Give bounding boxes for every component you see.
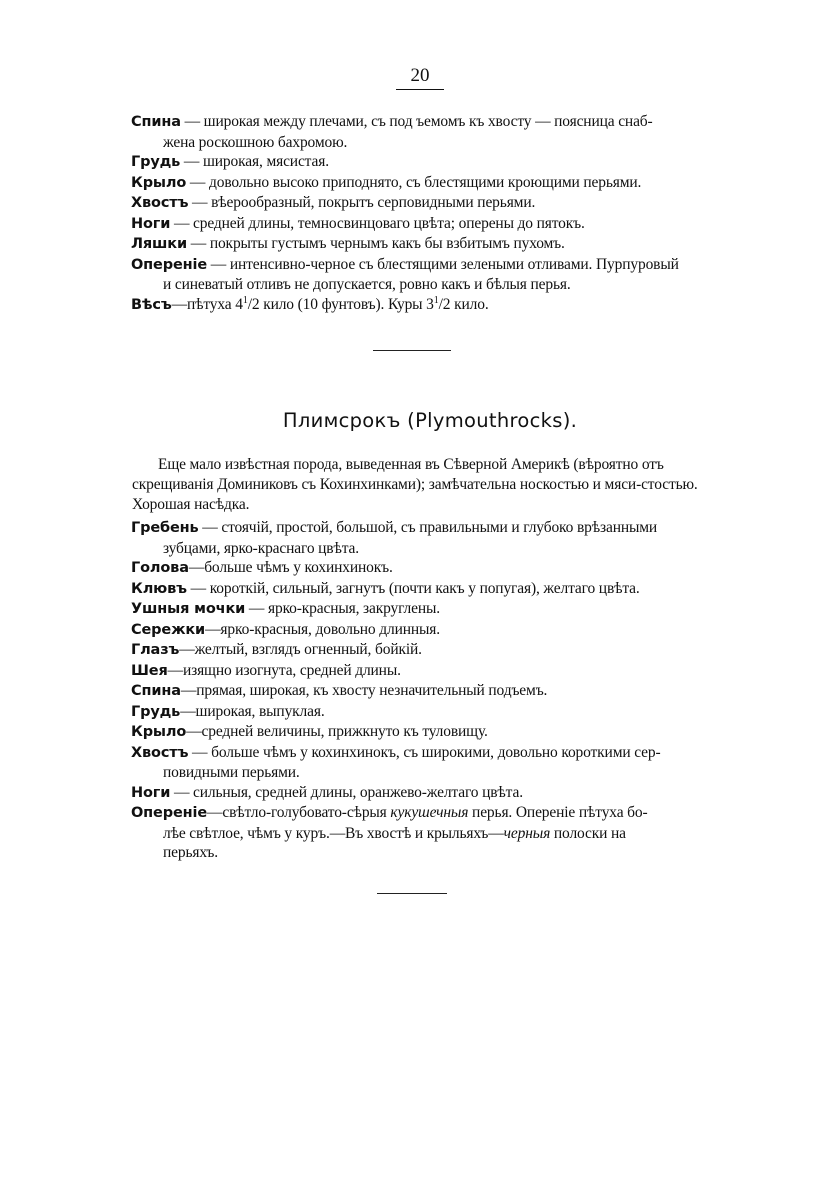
trait-row: Хвостъ — вѣерообразный, покрытъ серповидными перьями.	[131, 194, 536, 211]
section-1-description	[131, 112, 711, 315]
trait-row: Ушныя мочки — ярко-красныя, закруглены.	[131, 600, 440, 617]
trait-row: Грудь — широкая, мясистая.	[131, 153, 329, 170]
plumage-row: Опереніе—свѣтло-голубовато-сѣрыя кукушечныя перья. Опереніе пѣтуха бо- лѣе свѣтлое, чѣмъ у куръ.—Въ хвостѣ и крыльяхъ—черныя полоски на перьяхъ.	[131, 804, 648, 861]
trait-row: Хвостъ — больше чѣмъ у кохинхинокъ, съ широкими, довольно короткими сер- повидными перьями.	[131, 743, 661, 781]
page-number: 20	[396, 64, 444, 90]
trait-row: Опереніе — интенсивно-черное съ блестящими зелеными отливами. Пурпуровый и синеватый отливъ не допускается, ровно какъ и бѣлыя перья.	[131, 255, 679, 293]
trait-row: Голова—больше чѣмъ у кохинхинокъ.	[131, 559, 393, 576]
trait-row: Крыло—средней величины, прижкнуто къ туловищу.	[131, 723, 488, 740]
trait-row: Ляшки — покрыты густымъ чернымъ какъ бы взбитымъ пухомъ.	[131, 235, 565, 252]
trait-row: Клювъ — короткій, сильный, загнутъ (почти какъ у попугая), желтаго цвѣта.	[131, 579, 640, 597]
intro-paragraph: Еще мало извѣстная порода, выведенная въ Сѣверной Америкѣ (вѣроятно отъ скрещиванія Доминиковъ съ Кохинхинками); замѣчательна носкостью и мяси-стостью. Хорошая насѣдка.	[132, 456, 698, 513]
trait-row: Ноги — сильныя, средней длины, оранжево-желтаго цвѣта.	[131, 783, 523, 801]
trait-row: Крыло — довольно высоко приподнято, съ блестящими кроющими перьями.	[131, 173, 642, 191]
section-2-description	[131, 518, 711, 863]
weight-row: Вѣсъ—пѣтуха $4^1/2$ кило (10 фунтовъ). Куры $3^1/2$ кило.	[131, 294, 489, 313]
section-divider	[373, 350, 451, 351]
section-divider	[377, 893, 447, 894]
trait-row: Глазъ—желтый, взглядъ огненный, бойкій.	[131, 641, 422, 658]
trait-row: Ноги — средней длины, темносвинцоваго цвѣта; оперены до пятокъ.	[131, 214, 585, 232]
trait-row: Шея—изящно изогнута, средней длины.	[131, 661, 401, 679]
trait-row: Спина—прямая, широкая, къ хвосту незначительный подъемъ.	[131, 682, 548, 699]
trait-row: Спина — широкая между плечами, съ под ъемомъ къ хвосту — поясница снаб- жена роскошною бахромою.	[131, 113, 653, 151]
trait-row: Грудь—широкая, выпуклая.	[131, 702, 325, 720]
trait-row: Гребень — стоячій, простой, большой, съ правильными и глубоко врѣзанными зубцами, ярко-краснаго цвѣта.	[131, 519, 658, 557]
trait-row: Сережки—ярко-красныя, довольно длинныя.	[131, 620, 440, 638]
section-title: Плимсрокъ (Plymouthrocks).	[282, 409, 578, 432]
